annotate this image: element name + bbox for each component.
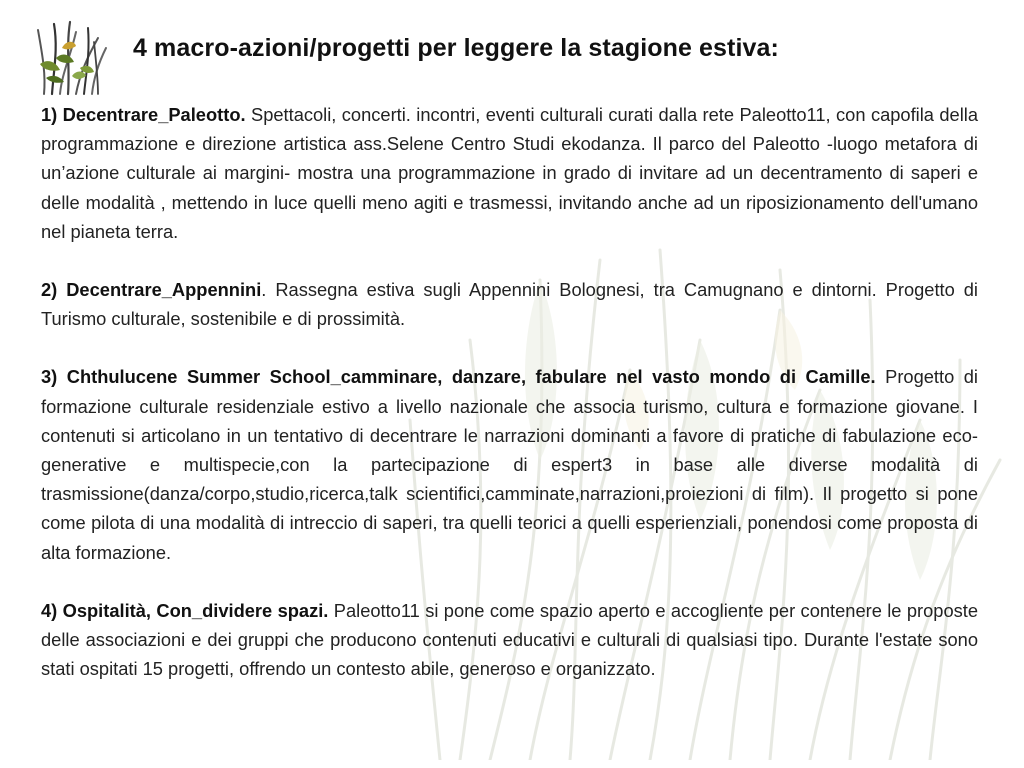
action-heading: 1) Decentrare_Paleotto. (41, 104, 246, 125)
page-title: 4 macro-azioni/progetti per leggere la stagione estiva: (133, 34, 779, 62)
action-item-3 (41, 362, 978, 566)
action-body: Paleotto11 si pone come spazio aperto e accogliente per contenere le proposte delle associazioni e dei gruppi che producono contenuti educativi e culturali di qualsiasi tipo. Durante l'estate sono stati ospitati 15 progetti, offrendo un contesto abile, generoso e organizzato. (41, 599, 978, 680)
action-body: Spettacoli, concerti. incontri, eventi culturali curati dalla rete Paleotto11, con capofila della programmazione e direzione artistica ass.Selene Centro Studi ekodanza. Il parco del Paleotto -luogo metafora di un’azione culturale ai margini- mostra una programmazione in grado di invitare ad un decentramento di saperi e delle modalità , mettendo in luce quelli meno agiti e trasmessi, invitando anche ad un riposizionamento dell'umano nel pianeta terra. (41, 104, 978, 242)
action-heading: 3) Chthulucene Summer School_camminare, danzare, fabulare nel vasto mondo di Camille. (41, 366, 876, 388)
action-heading: 2) Decentrare_Appennini (41, 279, 262, 301)
action-heading: 4) Ospitalità, Con_dividere spazi. (41, 599, 329, 621)
action-item-1 (41, 100, 978, 246)
grass-drawing-icon (36, 18, 108, 96)
action-body: Progetto di formazione culturale residenziale estivo a livello nazionale che associa turismo, cultura e formazione giovane. I contenuti si articolano in un tentativo di decentrare le narrazioni dominanti a favore di pratiche di fabulazione eco-generative e multispecie,con la partecipazione di espert3 in base alle diverse modalità di trasmissione(danza/corpo,studio,ricerca,talk scientifici,camminate,narrazioni,proiezioni di film). Il progetto si pone come pilota di una modalità di intreccio di saperi, tra quelli teorici a quelli esperienziali, ponendosi come proposta di alta formazione. (41, 366, 978, 563)
action-body: . Rassegna estiva sugli Appennini Bolognesi, tra Camugnano e dintorni. Progetto di Turismo culturale, sostenibile e di prossimità. (41, 279, 978, 330)
action-item-4 (41, 596, 978, 684)
action-item-2 (41, 275, 978, 333)
actions-list (41, 100, 978, 712)
